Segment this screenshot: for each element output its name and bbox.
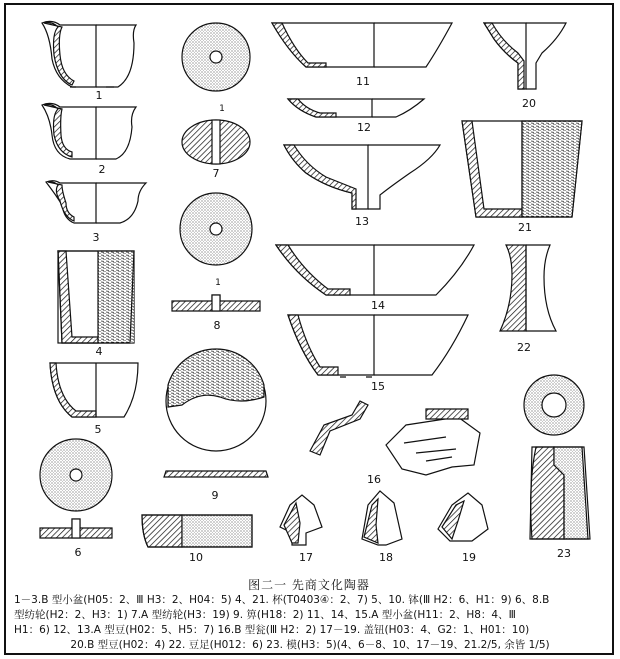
figure-number-3: 3 — [92, 231, 100, 244]
figure-number-15: 15 — [371, 380, 385, 393]
figure-number-7: 7 — [212, 167, 220, 180]
figure-number-17: 17 — [299, 551, 313, 564]
figure-number-11: 11 — [356, 75, 370, 88]
vessel-15 — [288, 315, 468, 375]
caption-line-3: H1：6) 12、13.A 型豆(H02：5、H5：7) 16.B 型瓮(Ⅲ H2：2) 17－19. 盖钮(H03：4、G2：1、H01：10) — [14, 624, 530, 636]
whorl-7 — [182, 23, 250, 164]
vessel-1 — [42, 21, 136, 87]
lid-knob-18 — [362, 491, 402, 545]
inner-mark-1a: 1 — [219, 104, 225, 114]
caption-line-4: 20.B 型豆(H02：4) 22. 豆足(H012：6) 23. 模(H3：5)(4、6－8、10、17－19、21.2/5, 余皆 1/5) — [70, 639, 550, 651]
inner-mark-1b: 1 — [215, 278, 221, 288]
lid-knob-19 — [438, 493, 488, 541]
figure-number-20: 20 — [522, 97, 536, 110]
figure-number-13: 13 — [355, 215, 369, 228]
dou-foot-22 — [500, 245, 556, 331]
vessel-3 — [46, 181, 146, 223]
caption-line-1: 1－3.B 型小盆(H05：2、Ⅲ H3：2、H04：5) 4、21. 杯(T0403④：2、7) 5、10. 钵(Ⅲ H2：6、H1：9) 6、8.B — [14, 594, 550, 606]
figure-number-9: 9 — [211, 489, 219, 502]
mold-23 — [524, 375, 590, 539]
figure-number-22: 22 — [517, 341, 531, 354]
vessel-2 — [42, 103, 136, 159]
lid-knob-17 — [280, 495, 322, 545]
vessel-4 — [58, 251, 134, 343]
figure-number-1: 1 — [95, 89, 103, 102]
vessel-14 — [276, 245, 474, 295]
figure-number-16: 16 — [367, 473, 381, 486]
figure-number-14: 14 — [371, 299, 385, 312]
pottery-drawings — [6, 5, 612, 575]
figure-number-10: 10 — [189, 551, 203, 564]
figure-number-19: 19 — [462, 551, 476, 564]
figure-number-18: 18 — [379, 551, 393, 564]
jar-16 — [310, 401, 480, 475]
figure-number-4: 4 — [95, 345, 103, 358]
whorl-6 — [40, 439, 112, 538]
steamer-9 — [164, 349, 268, 477]
figure-number-2: 2 — [98, 163, 106, 176]
vessel-5 — [50, 363, 138, 417]
figure-number-12: 12 — [357, 121, 371, 134]
vessel-10 — [142, 515, 252, 547]
vessel-12 — [288, 99, 424, 117]
figure-caption-title: 图二一 先商文化陶器 — [248, 578, 370, 592]
figure-number-21: 21 — [518, 221, 532, 234]
whorl-8 — [172, 193, 260, 311]
figure-number-6: 6 — [74, 546, 82, 559]
vessel-13 — [284, 145, 440, 209]
cup-21 — [462, 121, 582, 217]
figure-caption-text — [14, 593, 606, 653]
vessel-11 — [272, 23, 452, 67]
figure-frame — [4, 3, 614, 655]
figure-number-23: 23 — [557, 547, 571, 560]
figure-number-5: 5 — [94, 423, 102, 436]
dou-20 — [484, 23, 566, 89]
figure-number-8: 8 — [213, 319, 221, 332]
caption-line-2: 型纺轮(H2：2、H3：1) 7.A 型纺轮(H3：19) 9. 箅(H18：2) 11、14、15.A 型小盆(H11：2、H8：4、Ⅲ — [14, 609, 516, 621]
